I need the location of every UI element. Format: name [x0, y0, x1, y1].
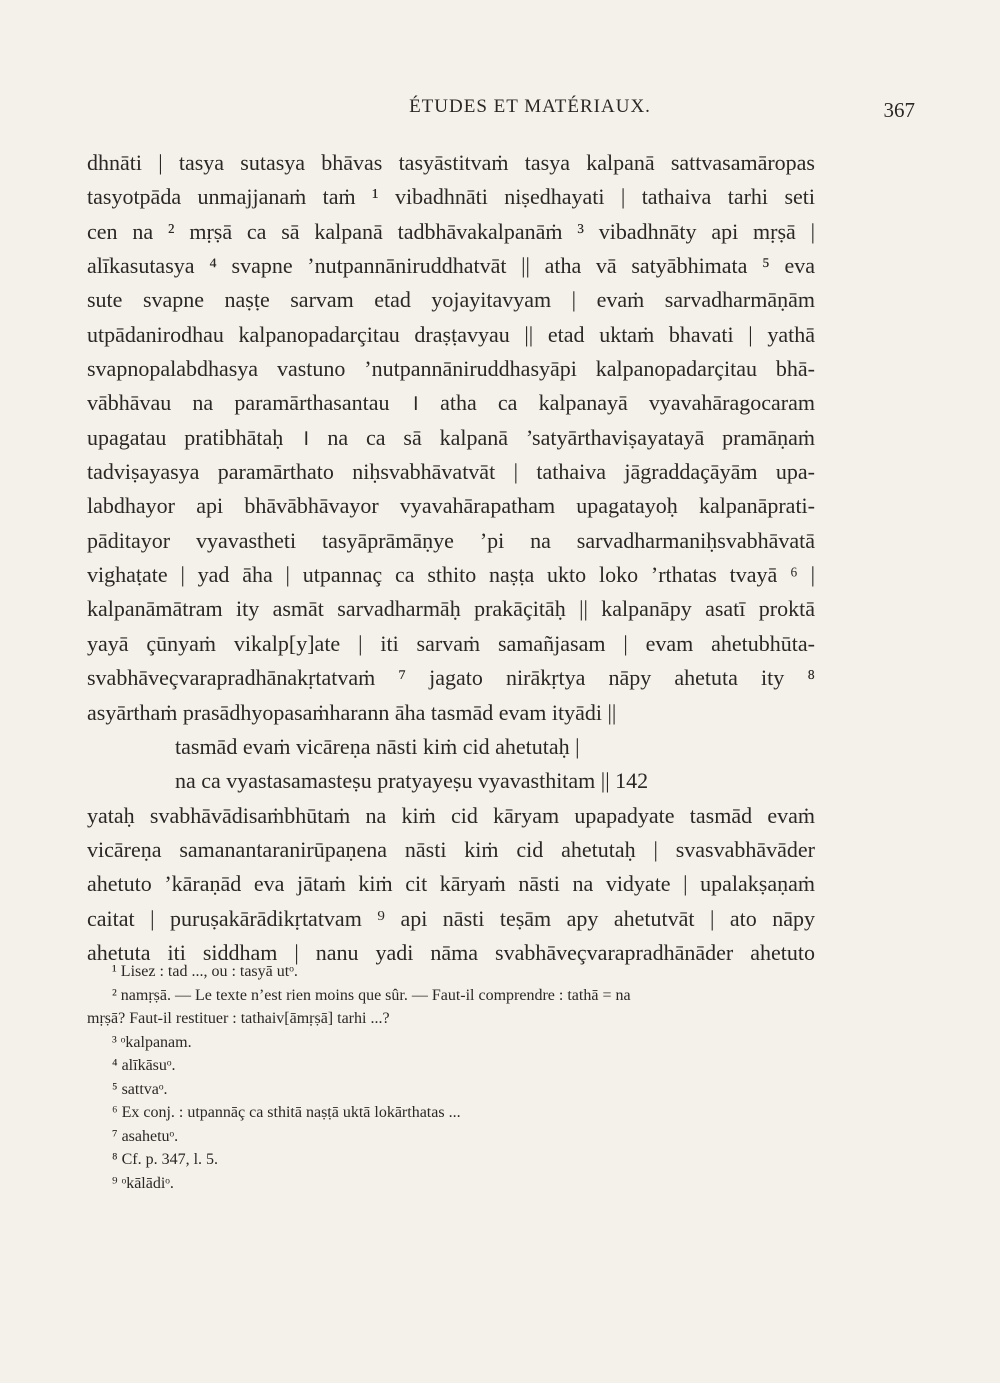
text-line: dhnāti | tasya sutasya bhāvas tasyāstitvaṁ tasya kalpanā sattvasamāropas — [87, 150, 815, 175]
verse-line: na ca vyastasamasteṣu pratyayeṣu vyavasthitam || 142 — [175, 768, 649, 794]
text-line: svapnopalabdhasya vastuno ’nutpannāniruddhasyāpi kalpanopadarçitau bhā- — [87, 356, 815, 382]
footnote-continuation: mṛṣā? Faut-il restituer : tathaiv[āmṛṣā] tarhi ...? — [87, 1010, 390, 1027]
text-line: tadviṣayasya paramārthato niḥsvabhāvatvāt | tathaiva jāgraddaçāyām upa- — [87, 459, 815, 485]
text-line: kalpanāmātram ity asmāt sarvadharmāḥ prakāçitāḥ || kalpanāpy asatī proktā — [87, 596, 815, 622]
text-line: yataḥ svabhāvādisaṁbhūtaṁ na kiṁ cid kāryam upapadyate tasmād evaṁ — [87, 802, 815, 828]
footnote: ⁹ ᵒkālādiᵒ. — [112, 1174, 174, 1192]
text-line: labdhayor api bhāvābhāvayor vyavahārapatham upagatayoḥ kalpanāprati- — [87, 493, 815, 519]
body-text — [87, 146, 815, 970]
verse-line: tasmād evaṁ vicāreṇa nāsti kiṁ cid ahetutaḥ | — [175, 733, 580, 759]
text-line: asyārthaṁ prasādhyopasaṁharann āha tasmād evam ityādi || — [87, 699, 617, 725]
text-line: tasyotpāda unmajjanaṁ taṁ ¹ vibadhnāti niṣedhayati | tathaiva tarhi seti — [87, 184, 815, 210]
footnote: ¹ Lisez : tad ..., ou : tasyā utᵒ. — [112, 963, 298, 980]
text-line: utpādanirodhau kalpanopadarçitau draṣṭavyau || etad uktaṁ bhavati | yathā — [87, 321, 815, 347]
text-line: yayā çūnyaṁ vikalp[y]ate | iti sarvaṁ samañjasam | evam ahetubhūta- — [87, 630, 815, 656]
text-line: pāditayor vyavastheti tasyāprāmāṇye ’pi na sarvadharmaniḥsvabhāvatā — [87, 527, 815, 553]
text-line: vighaṭate | yad āha | utpannaç ca sthito naṣṭa ukto loko ’rthatas tvayā ⁶ | — [87, 562, 815, 588]
text-line: ahetuto ’kāraṇād eva jātaṁ kiṁ cit kāryaṁ nāsti na vidyate | upalakṣaṇaṁ — [87, 871, 815, 897]
text-line: svabhāveçvarapradhānakṛtatvaṁ ⁷ jagato nirākṛtya nāpy ahetuta ity ⁸ — [87, 665, 815, 691]
text-line: caitat | puruṣakārādikṛtatvam ⁹ api nāsti teṣām apy ahetutvāt | ato nāpy — [87, 905, 815, 931]
footnote: ⁵ sattvaᵒ. — [112, 1080, 168, 1098]
running-title: ÉTUDES ET MATÉRIAUX. — [409, 96, 651, 117]
text-line: alīkasutasya ⁴ svapne ’nutpannāniruddhatvāt || atha vā satyābhimata ⁵ eva — [87, 253, 815, 279]
footnote: ⁷ asahetuᵒ. — [112, 1127, 179, 1145]
page-number: 367 — [883, 98, 915, 122]
text-line: vābhāvau na paramārthasantau । atha ca kalpanayā vyavahāragocaram — [87, 390, 815, 416]
text-line: vicāreṇa samanantaranirūpaṇena nāsti kiṁ cid ahetutaḥ | svasvabhāvāder — [87, 836, 815, 862]
footnote: ³ ᵒkalpanam. — [112, 1033, 192, 1051]
text-line: cen na ² mṛṣā ca sā kalpanā tadbhāvakalpanāṁ ³ vibadhnāty api mṛṣā | — [87, 218, 815, 244]
footnote: ⁴ alīkāsuᵒ. — [112, 1057, 176, 1074]
text-line: sute svapne naṣṭe sarvam etad yojayitavyam | evaṁ sarvadharmāṇām — [87, 287, 815, 313]
text-line: ahetuta iti siddham | nanu yadi nāma svabhāveçvarapradhānāder ahetuto — [87, 939, 815, 965]
text-line: upagatau pratibhātaḥ । na ca sā kalpanā ’satyārthaviṣayatayā pramāṇaṁ — [87, 424, 815, 450]
footnote: ⁶ Ex conj. : utpannāç ca sthitā naṣṭā uktā lokārthatas ... — [112, 1104, 461, 1121]
footnote: ⁸ Cf. p. 347, l. 5. — [112, 1151, 219, 1168]
footnotes — [87, 960, 815, 1195]
footnote: ² namṛṣā. — Le texte n’est rien moins que sûr. — Faut-il comprendre : tathā = na — [112, 986, 631, 1004]
